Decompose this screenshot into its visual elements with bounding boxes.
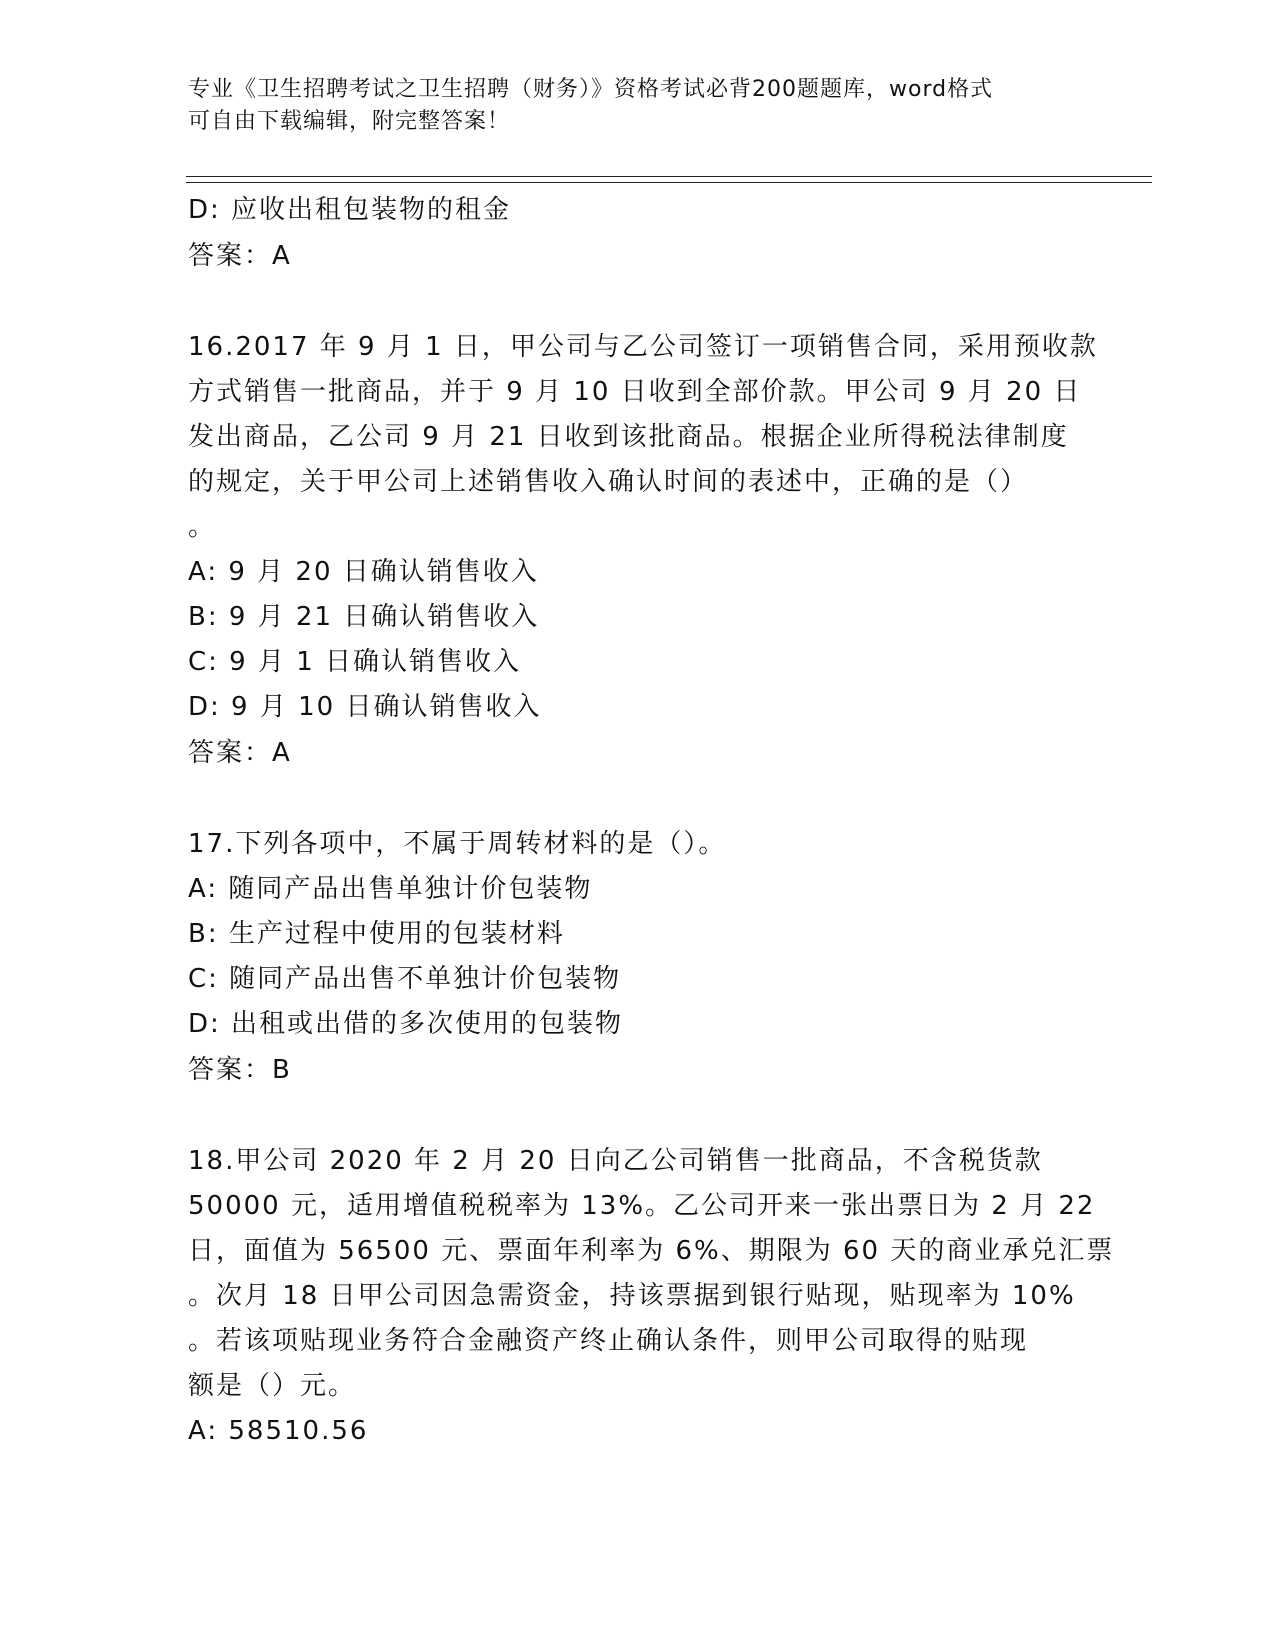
header-title-line-1: 专业《卫生招聘考试之卫生招聘（财务）》资格考试必背200题题库，word格式 — [188, 77, 994, 102]
question-16-text-line: 方式销售一批商品，并于 9 月 10 日收到全部价款。甲公司 9 月 20 日 — [188, 377, 1082, 407]
question-17-option-b: B: 生产过程中使用的包装材料 — [188, 919, 565, 949]
question-16-text-line: 。 — [188, 512, 217, 542]
page-header — [188, 74, 1068, 138]
question-18-option-a: A: 58510.56 — [188, 1416, 369, 1446]
question-18-text-line: 50000 元，适用增值税税率为 13%。乙公司开来一张出票日为 2 月 22 — [188, 1191, 1096, 1221]
question-16-option-c: C: 9 月 1 日确认销售收入 — [188, 647, 522, 677]
question-16-option-a: A: 9 月 20 日确认销售收入 — [188, 557, 539, 587]
question-18 — [188, 1139, 1115, 1454]
question-17-option-a: A: 随同产品出售单独计价包装物 — [188, 874, 593, 904]
answer-label: 答案：A — [188, 241, 292, 271]
question-16-answer: 答案：A — [188, 738, 292, 768]
question-content — [188, 188, 1115, 1454]
header-title-line-2: 可自由下载编辑，附完整答案！ — [188, 109, 511, 134]
question-18-text-line: 。次月 18 日甲公司因急需资金，持该票据到银行贴现，贴现率为 10% — [188, 1281, 1076, 1311]
question-16-option-d: D: 9 月 10 日确认销售收入 — [188, 692, 542, 722]
question-17-answer: 答案：B — [188, 1055, 292, 1085]
spacer — [188, 776, 1078, 822]
spacer — [188, 279, 1078, 325]
question-18-text-line: 18.甲公司 2020 年 2 月 20 日向乙公司销售一批商品，不含税货款 — [188, 1146, 1043, 1176]
spacer — [188, 1093, 1078, 1139]
question-16 — [188, 325, 1098, 776]
question-18-text-line: 。若该项贴现业务符合金融资产终止确认条件，则甲公司取得的贴现 — [188, 1326, 1029, 1356]
header-divider-bottom — [186, 182, 1152, 183]
question-16-text-line: 的规定，关于甲公司上述销售收入确认时间的表述中，正确的是（） — [188, 467, 1029, 497]
question-17 — [188, 822, 1078, 1093]
question-18-text-line: 额是（）元。 — [188, 1371, 357, 1401]
question-16-text-line: 发出商品，乙公司 9 月 21 日收到该批商品。根据企业所得税法律制度 — [188, 422, 1069, 452]
question-16-text-line: 16.2017 年 9 月 1 日，甲公司与乙公司签订一项销售合同，采用预收款 — [188, 332, 1098, 362]
question-17-text-line: 17.下列各项中，不属于周转材料的是（）。 — [188, 829, 727, 859]
previous-question-tail — [188, 188, 1078, 279]
question-17-option-c: C: 随同产品出售不单独计价包装物 — [188, 964, 622, 994]
question-16-option-b: B: 9 月 21 日确认销售收入 — [188, 602, 540, 632]
header-divider-top — [186, 176, 1152, 177]
question-17-option-d: D: 出租或出借的多次使用的包装物 — [188, 1009, 624, 1039]
question-18-text-line: 日，面值为 56500 元、票面年利率为 6%、期限为 60 天的商业承兑汇票 — [188, 1236, 1115, 1266]
option-d: D: 应收出租包装物的租金 — [188, 195, 512, 225]
